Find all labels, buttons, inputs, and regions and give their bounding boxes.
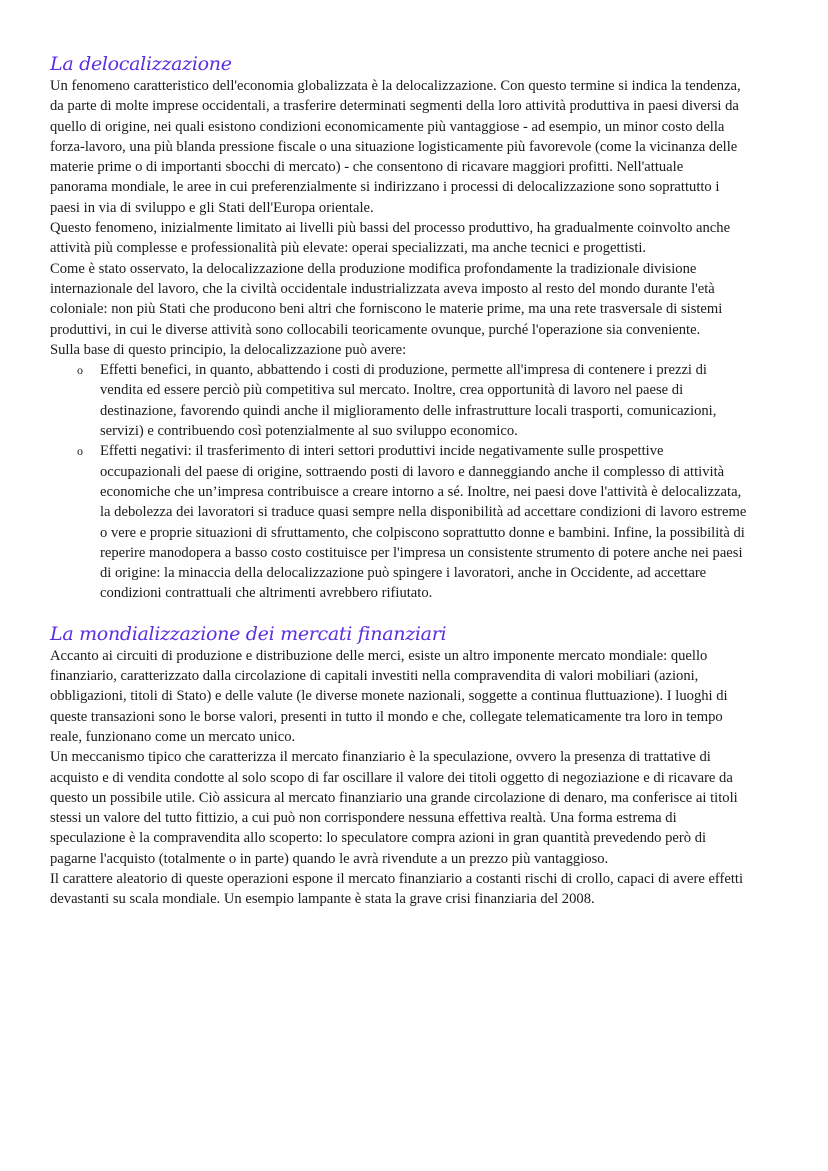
text-line: di origine: la minaccia della delocalizzazione può spingere i lavoratori, anche in Occidente, ad accettare [100, 565, 707, 582]
text-line: panorama mondiale, le aree in cui preferenzialmente si indirizzano i processi di delocalizzazione sono soprattutto i [50, 179, 720, 196]
list-item [50, 441, 790, 603]
text-line: attività più complesse e professionalità più elevate: operai specializzati, ma anche tecnici e progettisti. [50, 240, 647, 257]
text-line: finanziario, caratterizzato dalla circolazione di capitali investiti nella compravendita di valori mobiliari (azioni, [50, 668, 699, 685]
text-line: condizioni contrattuali che altrimenti avrebbero rifiutato. [100, 585, 433, 602]
text-line: economiche che un’impresa contribuisce a creare intorno a sé. Inoltre, nei paesi dove l'attività è delocalizzata, [100, 483, 742, 500]
text-line: Questo fenomeno, inizialmente limitato ai livelli più bassi del processo produttivo, ha gradualmente coinvolto anche [50, 220, 731, 237]
paragraph [50, 259, 790, 340]
text-line: devastanti su scala mondiale. Un esempio lampante è stata la grave crisi finanziaria del 2008. [50, 891, 595, 908]
text-line: destinazione, favorendo quindi anche il miglioramento delle infrastrutture locali trasporti, comunicazioni, [100, 402, 717, 419]
text-line: Effetti benefici, in quanto, abbattendo i costi di produzione, permette all'impresa di contenere i prezzi di [100, 362, 707, 379]
text-line: occupazionali del paese di origine, sottraendo posti di lavoro e danneggiando anche il complesso di attività [100, 463, 725, 480]
text-line: produttivi, in cui le diverse attività sono collocabili teoricamente ovunque, purché l'operazione sia conveniente. [50, 321, 701, 338]
text-line: questo un possibile utile. Ciò assicura al mercato finanziario una grande circolazione di denaro, ma conferisce ai titoli [50, 789, 738, 806]
text-line: Come è stato osservato, la delocalizzazione della produzione modifica profondamente la tradizionale divisione [50, 260, 697, 277]
paragraph [50, 76, 790, 218]
section-1 [50, 52, 790, 604]
text-line: Il carattere aleatorio di queste operazioni espone il mercato finanziario a costanti rischi di crollo, capaci di avere effetti [50, 870, 744, 887]
bullet-marker-icon: o [77, 444, 83, 459]
text-line: paesi in via di sviluppo e gli Stati dell'Europa orientale. [50, 199, 374, 216]
text-line: quello di origine, nei quali esistono condizioni economicamente più vantaggiose - ad esempio, un minor costo della [50, 118, 725, 135]
text-line: acquisto e di vendita condotte al solo scopo di far oscillare il valore dei titoli oggetto di negoziazione e di ricavare da [50, 769, 733, 786]
list-item [50, 360, 790, 441]
text-line: Sulla base di questo principio, la delocalizzazione può avere: [50, 341, 407, 358]
text-line: la debolezza dei lavoratori si traduce quasi sempre nella disponibilità ad accettare condizioni di lavoro estreme [100, 504, 747, 521]
section-heading: La delocalizzazione [50, 53, 232, 75]
text-line: stessi un valore del tutto fittizio, a cui può non corrispondere nessuna effettiva realtà. Una forma estrema di [50, 810, 677, 827]
text-line: o vere e proprie situazioni di sfruttamento, che colpiscono soprattutto donne e bambini. Infine, la possibilità di [100, 524, 745, 541]
text-line: vendita ed essere perciò più competitiva sul mercato. Inoltre, crea opportunità di lavoro nel paese di [100, 382, 684, 399]
document-page [50, 52, 790, 910]
paragraph [50, 340, 790, 360]
text-line: Accanto ai circuiti di produzione e distribuzione delle merci, esiste un altro imponente mercato mondiale: quello [50, 647, 708, 664]
text-line: forza-lavoro, una più blanda pressione fiscale o una situazione logisticamente più favorevole (come la vicinanza delle [50, 138, 738, 155]
paragraph [50, 747, 790, 869]
text-line: coloniale: non più Stati che producono beni altri che forniscono le materie prime, ma una rete trasversale di sistemi [50, 301, 723, 318]
text-line: Un fenomeno caratteristico dell'economia globalizzata è la delocalizzazione. Con questo termine si indica la tendenza, [50, 78, 741, 94]
text-line: reale, funzionano come un mercato unico. [50, 728, 296, 745]
text-line: reperire manodopera a basso costo costituisce per l'impresa un consistente strumento di potere anche nei paesi [100, 544, 743, 561]
paragraph [50, 646, 790, 747]
bullet-list [50, 360, 790, 604]
text-line: obbligazioni, titoli di Stato) e delle valute (le diverse monete nazionali, soggette a continua fluttuazione). I luoghi di [50, 688, 728, 705]
paragraph [50, 869, 790, 910]
text-line: da parte di molte imprese occidentali, a trasferire determinati segmenti della loro attività produttiva in paesi diversi da [50, 98, 739, 115]
text-line: pagarne l'acquisto (totalmente o in parte) quando le avrà rivendute a un prezzo più vantaggioso. [50, 850, 609, 867]
section-heading: La mondializzazione dei mercati finanziari [50, 622, 447, 645]
paragraph [50, 218, 790, 259]
text-line: Effetti negativi: il trasferimento di interi settori produttivi incide negativamente sulle prospettive [100, 443, 664, 460]
text-line: internazionale del lavoro, che la civiltà occidentale industrializzata aveva imposto al resto del mondo durante l'età [50, 280, 715, 297]
text-line: materie prime o di importanti sbocchi di mercato) - che consentono di ricavare maggiori profitti. Nell'attuale [50, 159, 684, 176]
section-2 [50, 622, 790, 910]
text-line: Un meccanismo tipico che caratterizza il mercato finanziario è la speculazione, ovvero la presenza di trattative di [50, 749, 711, 766]
text-line: servizi) e contribuendo così potenzialmente al suo sviluppo economico. [100, 423, 518, 440]
bullet-marker-icon: o [77, 363, 83, 378]
text-line: speculazione è la compravendita allo scoperto: lo speculatore compra azioni in gran quantità prevedendo però di [50, 830, 707, 847]
text-line: queste transazioni sono le borse valori, presenti in tutto il mondo e che, collegate telematicamente tra loro in tempo [50, 708, 723, 725]
